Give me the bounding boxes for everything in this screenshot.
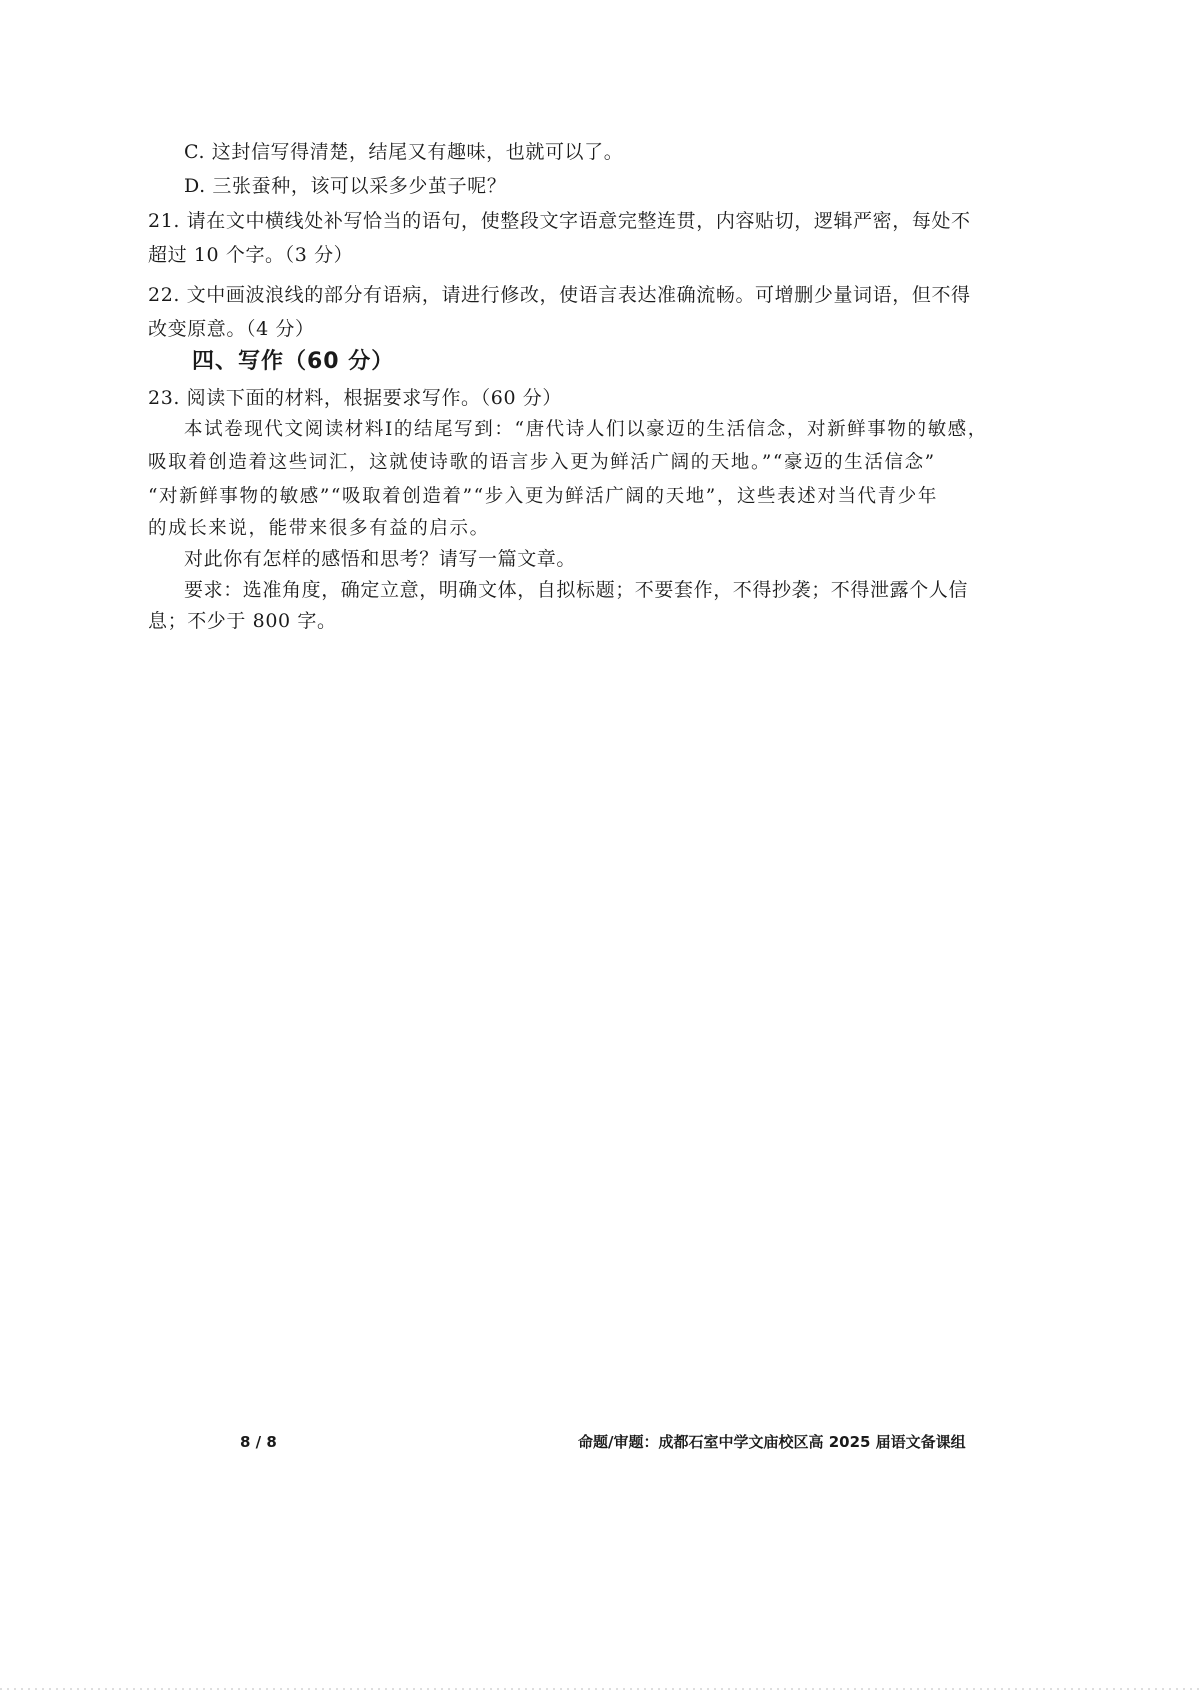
- material-line-4: 的成长来说，能带来很多有益的启示。: [148, 518, 490, 539]
- question-23-question: 对此你有怎样的感悟和思考？请写一篇文章。: [184, 548, 577, 570]
- question-21-line-2: 超过 10 个字。（3 分）: [148, 244, 354, 266]
- question-22-line-1: 22. 文中画波浪线的部分有语病，请进行修改，使语言表达准确流畅。可增删少量词语，但不得: [148, 284, 971, 306]
- question-22-line-2: 改变原意。（4 分）: [148, 318, 315, 340]
- material-line-1: 本试卷现代文阅读材料Ⅰ的结尾写到：“唐代诗人们以豪迈的生活信念，对新鲜事物的敏感，: [184, 419, 988, 440]
- section-heading-writing: 四、写作（60 分）: [192, 349, 395, 374]
- material-line-3: “对新鲜事物的敏感”“吸取着创造着”“步入更为鲜活广阔的天地”，这些表述对当代青少年: [148, 486, 938, 507]
- requirement-line-2: 息；不少于 800 字。: [148, 610, 337, 632]
- page-number: 8 / 8: [240, 1433, 277, 1451]
- option-d: D. 三张蚕种，该可以采多少茧子呢？: [184, 175, 507, 197]
- requirement-line-1: 要求：选准角度，确定立意，明确文体，自拟标题；不要套作，不得抄袭；不得泄露个人信: [184, 579, 969, 601]
- question-23-prompt: 23. 阅读下面的材料，根据要求写作。（60 分）: [148, 387, 562, 409]
- material-line-2: 吸取着创造着这些词汇，这就使诗歌的语言步入更为鲜活广阔的天地。”“豪迈的生活信念”: [148, 452, 936, 473]
- option-c: C. 这封信写得清楚，结尾又有趣味，也就可以了。: [184, 141, 624, 163]
- scan-edge-artifact: [0, 1688, 1200, 1690]
- question-21-line-1: 21. 请在文中横线处补写恰当的语句，使整段文字语意完整连贯，内容贴切，逻辑严密，每处不: [148, 210, 971, 232]
- footer-credit: 命题/审题：成都石室中学文庙校区高 2025 届语文备课组: [578, 1433, 966, 1451]
